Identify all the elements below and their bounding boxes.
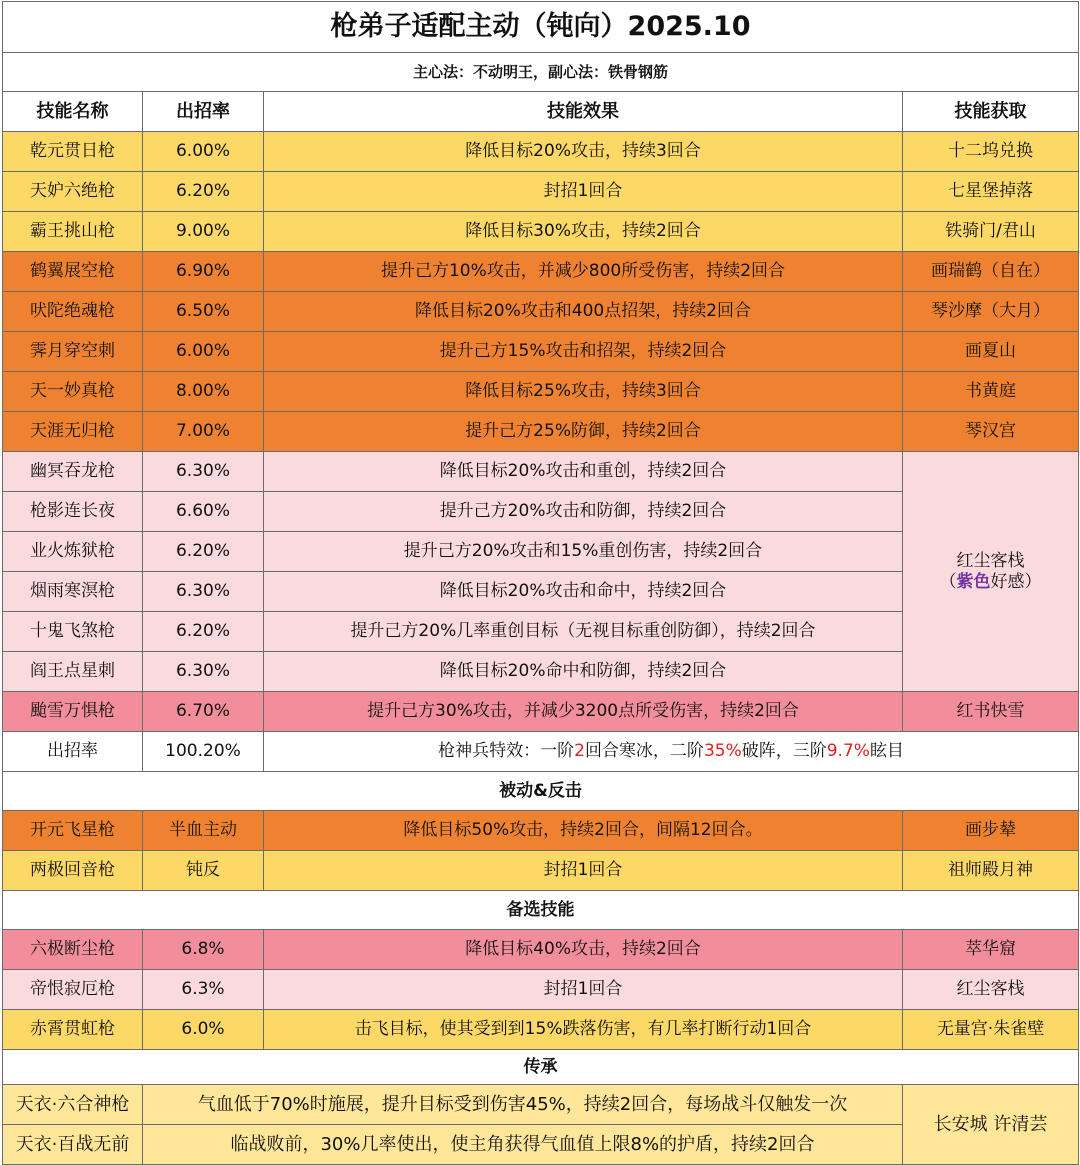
- header-rate: 出招率: [143, 92, 264, 132]
- skill-name: 十鬼飞煞枪: [3, 612, 143, 652]
- skill-effect: 提升己方30%攻击，并减少3200点所受伤害，持续2回合: [264, 692, 903, 732]
- section-passive: 被动&反击: [3, 772, 1079, 811]
- merged-source: [903, 452, 1079, 692]
- table-row: [3, 372, 1079, 412]
- skill-effect: 提升己方20%几率重创目标（无视目标重创防御），持续2回合: [264, 612, 903, 652]
- table-row: [3, 412, 1079, 452]
- table-row: [3, 132, 1079, 172]
- skill-name: 幽冥吞龙枪: [3, 452, 143, 492]
- skill-source: 无量宫·朱雀壁: [903, 1010, 1079, 1050]
- skill-rate: 6.20%: [143, 612, 264, 652]
- weapon-effect-highlight: 2: [574, 741, 585, 762]
- skill-effect: 击飞目标，使其受到到15%跌落伤害，有几率打断行动1回合: [264, 1010, 903, 1050]
- skill-rate: 9.00%: [143, 212, 264, 252]
- page-title: 枪弟子适配主动（钝向）2025.10: [3, 2, 1079, 53]
- section-legacy: 传承: [3, 1050, 1079, 1085]
- skill-name: 霸王挑山枪: [3, 212, 143, 252]
- skill-source: 十二坞兑换: [903, 132, 1079, 172]
- skill-name: 开元飞星枪: [3, 811, 143, 851]
- table-row: [3, 851, 1079, 891]
- skill-effect: 降低目标40%攻击，持续2回合: [264, 930, 903, 970]
- skill-name: 颱雪万惧枪: [3, 692, 143, 732]
- skill-effect: 降低目标20%攻击和重创，持续2回合: [264, 452, 903, 492]
- total-rate: 100.20%: [143, 732, 264, 772]
- skill-effect: 封招1回合: [264, 851, 903, 891]
- skill-rate: 6.60%: [143, 492, 264, 532]
- weapon-effect-highlight: 9.7%: [826, 741, 870, 762]
- skill-table: [2, 1, 1079, 1165]
- table-row: [3, 1085, 1079, 1125]
- skill-name: 业火炼狱枪: [3, 532, 143, 572]
- weapon-effect-highlight: 35%: [703, 741, 742, 762]
- skill-effect: 降低目标25%攻击，持续3回合: [264, 372, 903, 412]
- skill-rate: 6.30%: [143, 452, 264, 492]
- skill-source: 琴汉宫: [903, 412, 1079, 452]
- skill-effect: 提升己方10%攻击，并减少800所受伤害，持续2回合: [264, 252, 903, 292]
- skill-rate: 7.00%: [143, 412, 264, 452]
- table-row: [3, 692, 1079, 732]
- skill-source: 画步辇: [903, 811, 1079, 851]
- skill-source: 祖师殿月神: [903, 851, 1079, 891]
- merged-source-line1: 红尘客栈: [956, 551, 1025, 572]
- table-row: [3, 332, 1079, 372]
- legacy-effect: 气血低于70%时施展，提升目标受到伤害45%，持续2回合，每场战斗仅触发一次: [143, 1085, 903, 1125]
- total-row: [3, 732, 1079, 772]
- table-row: [3, 811, 1079, 851]
- skill-rate: 6.50%: [143, 292, 264, 332]
- skill-source: 琴沙摩（大月）: [903, 292, 1079, 332]
- skill-effect: 降低目标50%攻击，持续2回合，间隔12回合。: [264, 811, 903, 851]
- table-row: [3, 252, 1079, 292]
- table-row: [3, 930, 1079, 970]
- skill-effect: 降低目标20%命中和防御，持续2回合: [264, 652, 903, 692]
- skill-effect: 提升己方25%防御，持续2回合: [264, 412, 903, 452]
- header-row: [3, 92, 1079, 132]
- skill-name: 鹤翼展空枪: [3, 252, 143, 292]
- skill-rate: 6.90%: [143, 252, 264, 292]
- skill-source: 七星堡掉落: [903, 172, 1079, 212]
- skill-name: 吠陀绝魂枪: [3, 292, 143, 332]
- skill-effect: 提升己方20%攻击和防御，持续2回合: [264, 492, 903, 532]
- skill-name: 乾元贯日枪: [3, 132, 143, 172]
- skill-name: 烟雨寒溟枪: [3, 572, 143, 612]
- purple-favor-text: 紫色: [956, 571, 991, 592]
- skill-name: 两极回音枪: [3, 851, 143, 891]
- table-row: [3, 212, 1079, 252]
- skill-name: 霁月穿空刺: [3, 332, 143, 372]
- section-backup: 备选技能: [3, 891, 1079, 930]
- table-row: [3, 292, 1079, 332]
- legacy-effect: 临战败前，30%几率使出，使主角获得气血值上限8%的护盾，持续2回合: [143, 1125, 903, 1165]
- skill-rate: 6.8%: [143, 930, 264, 970]
- skill-effect: 提升己方20%攻击和15%重创伤害，持续2回合: [264, 532, 903, 572]
- skill-rate: 6.20%: [143, 172, 264, 212]
- table-row: [3, 1010, 1079, 1050]
- skill-effect: 降低目标20%攻击，持续3回合: [264, 132, 903, 172]
- table-row: [3, 172, 1079, 212]
- skill-effect: 降低目标20%攻击和命中，持续2回合: [264, 572, 903, 612]
- skill-source: 铁骑门/君山: [903, 212, 1079, 252]
- skill-effect: 封招1回合: [264, 970, 903, 1010]
- skill-name: 赤霄贯虹枪: [3, 1010, 143, 1050]
- skill-name: 枪影连长夜: [3, 492, 143, 532]
- skill-name: 天一妙真枪: [3, 372, 143, 412]
- skill-rate: 6.70%: [143, 692, 264, 732]
- skill-name: 天涯无归枪: [3, 412, 143, 452]
- skill-rate: 钝反: [143, 851, 264, 891]
- skill-effect: 提升己方15%攻击和招架，持续2回合: [264, 332, 903, 372]
- header-name: 技能名称: [3, 92, 143, 132]
- merged-source-open: （: [939, 571, 957, 592]
- legacy-name: 天衣·六合神枪: [3, 1085, 143, 1125]
- skill-name: 六极断尘枪: [3, 930, 143, 970]
- skill-rate: 6.0%: [143, 1010, 264, 1050]
- skill-rate: 6.30%: [143, 572, 264, 612]
- total-label: 出招率: [3, 732, 143, 772]
- weapon-effect-part: 枪神兵特效：一阶: [438, 741, 575, 762]
- table-row: [3, 452, 1079, 492]
- header-source: 技能获取: [903, 92, 1079, 132]
- weapon-effect-part: 回合寒冰，二阶: [584, 741, 704, 762]
- skill-rate: 6.00%: [143, 132, 264, 172]
- header-effect: 技能效果: [264, 92, 903, 132]
- weapon-effect-part: 眩目: [869, 741, 904, 762]
- skill-rate: 半血主动: [143, 811, 264, 851]
- skill-rate: 6.20%: [143, 532, 264, 572]
- skill-rate: 6.3%: [143, 970, 264, 1010]
- skill-source: 画夏山: [903, 332, 1079, 372]
- skill-source: 画瑞鹤（自在）: [903, 252, 1079, 292]
- skill-source: 红尘客栈: [903, 970, 1079, 1010]
- legacy-source: 长安城 许清芸: [903, 1085, 1079, 1165]
- skill-source: 书黄庭: [903, 372, 1079, 412]
- skill-name: 阎王点星刺: [3, 652, 143, 692]
- skill-source: 萃华窟: [903, 930, 1079, 970]
- merged-source-rest: 好感）: [990, 571, 1042, 592]
- skill-rate: 6.30%: [143, 652, 264, 692]
- table-row: [3, 970, 1079, 1010]
- skill-rate: 6.00%: [143, 332, 264, 372]
- weapon-effect: [264, 732, 1079, 772]
- skill-rate: 8.00%: [143, 372, 264, 412]
- skill-name: 帝恨寂厄枪: [3, 970, 143, 1010]
- skill-source: 红书快雪: [903, 692, 1079, 732]
- skill-effect: 降低目标20%攻击和400点招架，持续2回合: [264, 292, 903, 332]
- subtitle: 主心法：不动明王，副心法：铁骨钢筋: [3, 53, 1079, 92]
- legacy-name: 天衣·百战无前: [3, 1125, 143, 1165]
- skill-effect: 降低目标30%攻击，持续2回合: [264, 212, 903, 252]
- weapon-effect-part: 破阵，三阶: [741, 741, 827, 762]
- skill-effect: 封招1回合: [264, 172, 903, 212]
- skill-name: 天妒六绝枪: [3, 172, 143, 212]
